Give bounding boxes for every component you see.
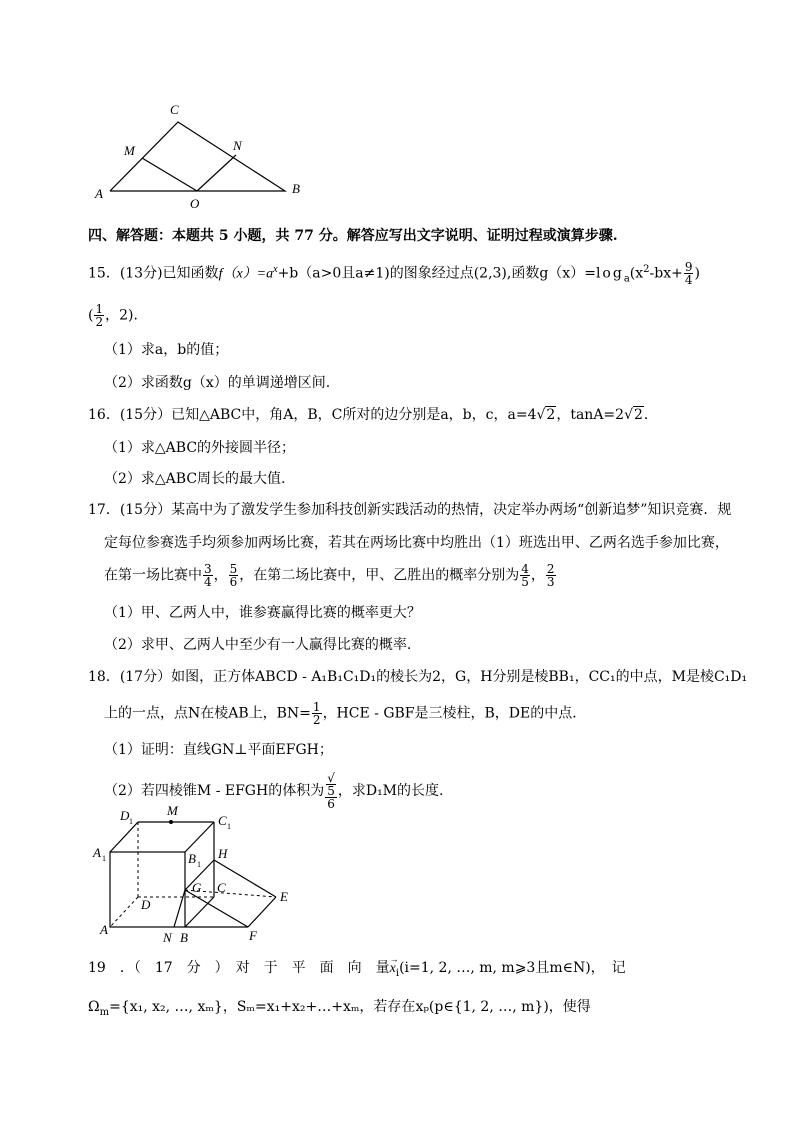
section-title: 四、解答题：本题共 5 小题，共 77 分。解答应写出文字说明、证明过程或演算步骤. — [88, 228, 618, 244]
label-C: C — [170, 102, 179, 117]
q17-line3: 在第一场比赛中 $\frac{3}{4}$ ， $\frac{5}{6}$ ，在第二场比赛中，甲、乙胜出的概率分别为 $\frac{4}{5}$ ， $\frac{2}{3}$ — [104, 562, 555, 589]
q15-part2: （2）求函数g（x）的单调递增区间. — [104, 375, 331, 391]
svg-text:N: N — [163, 930, 172, 945]
label-B: B — [292, 181, 300, 196]
svg-text:F: F — [249, 928, 257, 943]
triangle-figure — [90, 98, 310, 210]
svg-text:D: D — [120, 808, 130, 823]
label-O: O — [190, 196, 200, 210]
svg-text:B: B — [188, 851, 196, 866]
label-N: N — [233, 138, 242, 153]
q17-part2: （2）求甲、乙两人中至少有一人赢得比赛的概率. — [104, 637, 412, 653]
cube-prism-figure — [88, 800, 308, 950]
q16-stem: 16．(15分）已知△ABC中，角A，B，C所对的边分别是a，b，c，a=4√2，tanA=2√2． — [88, 407, 658, 423]
q18-line1: 18．(17分）如图，正方体ABCD - A₁B₁C₁D₁的棱长为2，G，H分别是棱BB₁，CC₁的中点，M是棱C₁D₁ — [88, 669, 748, 685]
svg-text:1: 1 — [227, 822, 231, 831]
q15-point: ( $\frac{1}{2}$ ，2)． — [88, 302, 148, 329]
svg-text:C: C — [218, 813, 227, 828]
q18-part2: （2）若四棱锥M - EFGH的体积为 √ 5 6 ，求D₁M的长度. — [104, 771, 444, 811]
q16-part1: （1）求△ABC的外接圆半径； — [104, 440, 296, 456]
q19-line1: 19 ．（ 17 分 ） 对 于 平 面 向 量→ $x_i(i=1$, 2, …, m, m⩾3且m∈N)， 记 — [88, 958, 626, 984]
q18-line2: 上的一点，点N在棱AB上，BN= $\frac{1}{2}$ ，HCE - GBF是三棱柱，B，DE的中点． — [104, 700, 587, 727]
q16-part2: （2）求△ABC周长的最大值. — [104, 471, 286, 487]
q18-part1: （1）证明：直线GN⊥平面EFGH； — [104, 742, 333, 758]
svg-text:1: 1 — [129, 817, 133, 826]
svg-text:E: E — [280, 889, 288, 904]
label-A: A — [95, 186, 103, 201]
q17-line1: 17．(15分）某高中为了激发学生参加科技创新实践活动的热情，决定举办两场“创新追梦”知识竞赛．规 — [88, 502, 732, 518]
q19-line2: $\Omega_m=\{x_1$, x₂, …, xₘ}，Sₘ=x₁+x₂+…+xₘ，若存在xₚ(p∈{1, 2, …, m})，使得 — [88, 999, 591, 1018]
svg-text:M: M — [167, 803, 178, 818]
svg-text:A: A — [100, 922, 108, 937]
svg-text:A: A — [93, 845, 101, 860]
svg-text:C: C — [217, 880, 226, 895]
q15-part1: （1）求a，b的值； — [104, 342, 229, 358]
label-M: M — [124, 143, 135, 158]
svg-text:H: H — [218, 846, 228, 861]
q17-part1: （1）甲、乙两人中，谁参赛赢得比赛的概率更大？ — [104, 605, 421, 621]
svg-text:1: 1 — [197, 860, 201, 869]
q15-stem: 15．(13分)已知函数$f(x)=a^x+b(a>0$且a≠1)的图象经过点(2,3),函数$g(x)=\log_a(x^2-bx+$ $\frac{9}{4}$ ) — [88, 260, 700, 288]
svg-text:B: B — [180, 930, 188, 945]
svg-text:D: D — [141, 897, 151, 912]
q17-line2: 定每位参赛选手均须参加两场比赛，若其在两场比赛中均胜出（1）班选出甲、乙两名选手参加比赛， — [104, 535, 729, 551]
svg-text:1: 1 — [102, 854, 106, 863]
svg-text:G: G — [192, 880, 202, 895]
